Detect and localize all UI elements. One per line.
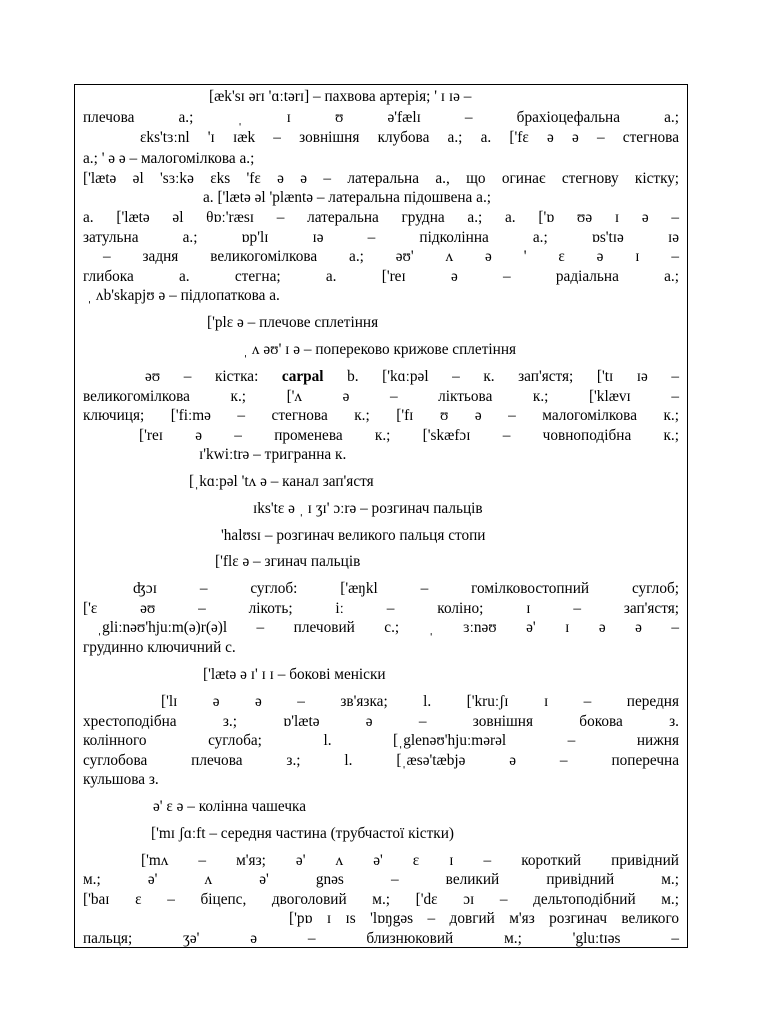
text-line: ['lɪ ə ə – зв'язка; l. ['kruːʃɪ ɪ – передня <box>161 693 679 710</box>
text-line: ['mɪ ʃɑːft – середня частина (трубчастої кістки) <box>151 825 454 842</box>
text-line: а.; ' ə ə – малогомілкова а.; <box>83 150 255 167</box>
text-line: суглобова плечова з.; l. [ˌæsə'tæbjə ə – поперечна <box>83 752 679 769</box>
text-line: великогомілкова к.; ['ʌ ə – ліктьова к.; ['klævɪ – <box>83 388 679 405</box>
text-line: ['reɪ ə – променева к.; ['skæfɔɪ – човноподібна к.; <box>139 427 679 444</box>
text-line: ˌ ʌ əʊ' ɪ ə – попереково крижове сплетіння <box>243 341 517 358</box>
text-line: ['flɛ ə – згинач пальців <box>215 553 361 570</box>
text-line: ['plɛ ə – плечове сплетіння <box>207 314 379 331</box>
text-line: 'halʊsɪ – розгинач великого пальця стопи <box>221 527 486 544</box>
text-line: ˌgliːnəʊ'hjuːm(ə)r(ə)l – плечовий с.; ˌ ɜːnəʊ ə' ɪ ə ə – <box>97 619 679 636</box>
text-line: ['lætə ə ɪ' ɪ ɪ – бокові меніски <box>203 666 386 683</box>
text-line: əʊ – кістка: carpal b. ['kɑːpəl – к. зап'ястя; ['tɪ ɪə – <box>145 368 679 385</box>
text-line: кульшова з. <box>83 771 159 788</box>
text-line: – задня великогомілкова а.; əʊ' ʌ ə ' ɛ ə ɪ – <box>103 248 679 265</box>
text-line: ['mʌ – м'яз; ə' ʌ ə' ɛ ɪ – короткий привідний <box>141 852 679 869</box>
text-line: а. ['lætə əl 'plæntə – латеральна підошвена а.; <box>203 189 492 206</box>
text-line: хрестоподібна з.; ɒ'lætə ə – зовнішня бокова з. <box>83 713 679 730</box>
text-line: пальця; ʒə' ə – близнюковий м.; 'gluːtɪəs – <box>83 930 679 947</box>
text-line: ['pɒ ɪ ɪs 'lɒŋgəs – довгий м'яз розгинач великого <box>289 910 679 927</box>
text-line: ˌ ʌb'skapjʊ ə – підлопаткова а. <box>87 287 280 304</box>
text-line: ['ɛ əʊ – лікоть; iː – коліно; ɪ – зап'ястя; <box>83 600 679 617</box>
text-line: ['baɪ ɛ – біцепс, двоголовий м.; ['dɛ ɔɪ – дельтоподібний м.; <box>83 891 679 908</box>
text-line: ɛks'tɜːnl 'ɪ ɪæk – зовнішня клубова а.; а. ['fɛ ə ə – стегнова <box>140 129 679 146</box>
text-line: ['lætə əl 'sɜːkə ɛks 'fɛ ə ə – латеральна а., що огинає стегнову кістку; <box>83 170 679 187</box>
text-line: [æk'sɪ ərɪ 'ɑːtərɪ] – пахвова артерія; ' ɪ ɪə – <box>209 88 472 105</box>
document-frame <box>74 84 688 948</box>
text-line: колінного суглоба; l. [ˌglenəʊ'hjuːmərəl – нижня <box>83 732 679 749</box>
text-line: [ˌkɑːpəl 'tʌ ə – канал зап'ястя <box>189 473 374 490</box>
text-line: грудинно ключичний с. <box>83 639 236 656</box>
text-line: ключиця; ['fiːmə – стегнова к.; ['fɪ ʊ ə – малогомілкова к.; <box>83 407 679 424</box>
text-line: а. ['lætə əl θɒː'ræsɪ – латеральна грудна а.; а. ['ɒ ʊə ɪ ə – <box>83 209 679 226</box>
text-line: ɪks'tɛ ə ˌ ɪ ʒɪ' ɔːrə – розгинач пальців <box>253 500 483 517</box>
text-line: ʤɔɪ – суглоб: ['æŋkl – гомілковостопний суглоб; <box>133 580 679 597</box>
text-line: ɪ'kwiːtrə – тригранна к. <box>199 446 347 463</box>
text-line: плечова а.; ˌ ɪ ʊ ə'fælɪ – брахіоцефальна а.; <box>83 109 679 126</box>
text-line: ə' ɛ ə – колінна чашечка <box>153 798 307 815</box>
text-line: глибока а. стегна; а. ['reɪ ə – радіальна а.; <box>83 268 679 285</box>
text-line: м.; ə' ʌ ə' gnəs – великий привідний м.; <box>83 871 679 888</box>
text-line: затульна а.; ɒp'lɪ ɪə – підколінна а.; ɒs'tɪə ɪə <box>83 229 679 246</box>
